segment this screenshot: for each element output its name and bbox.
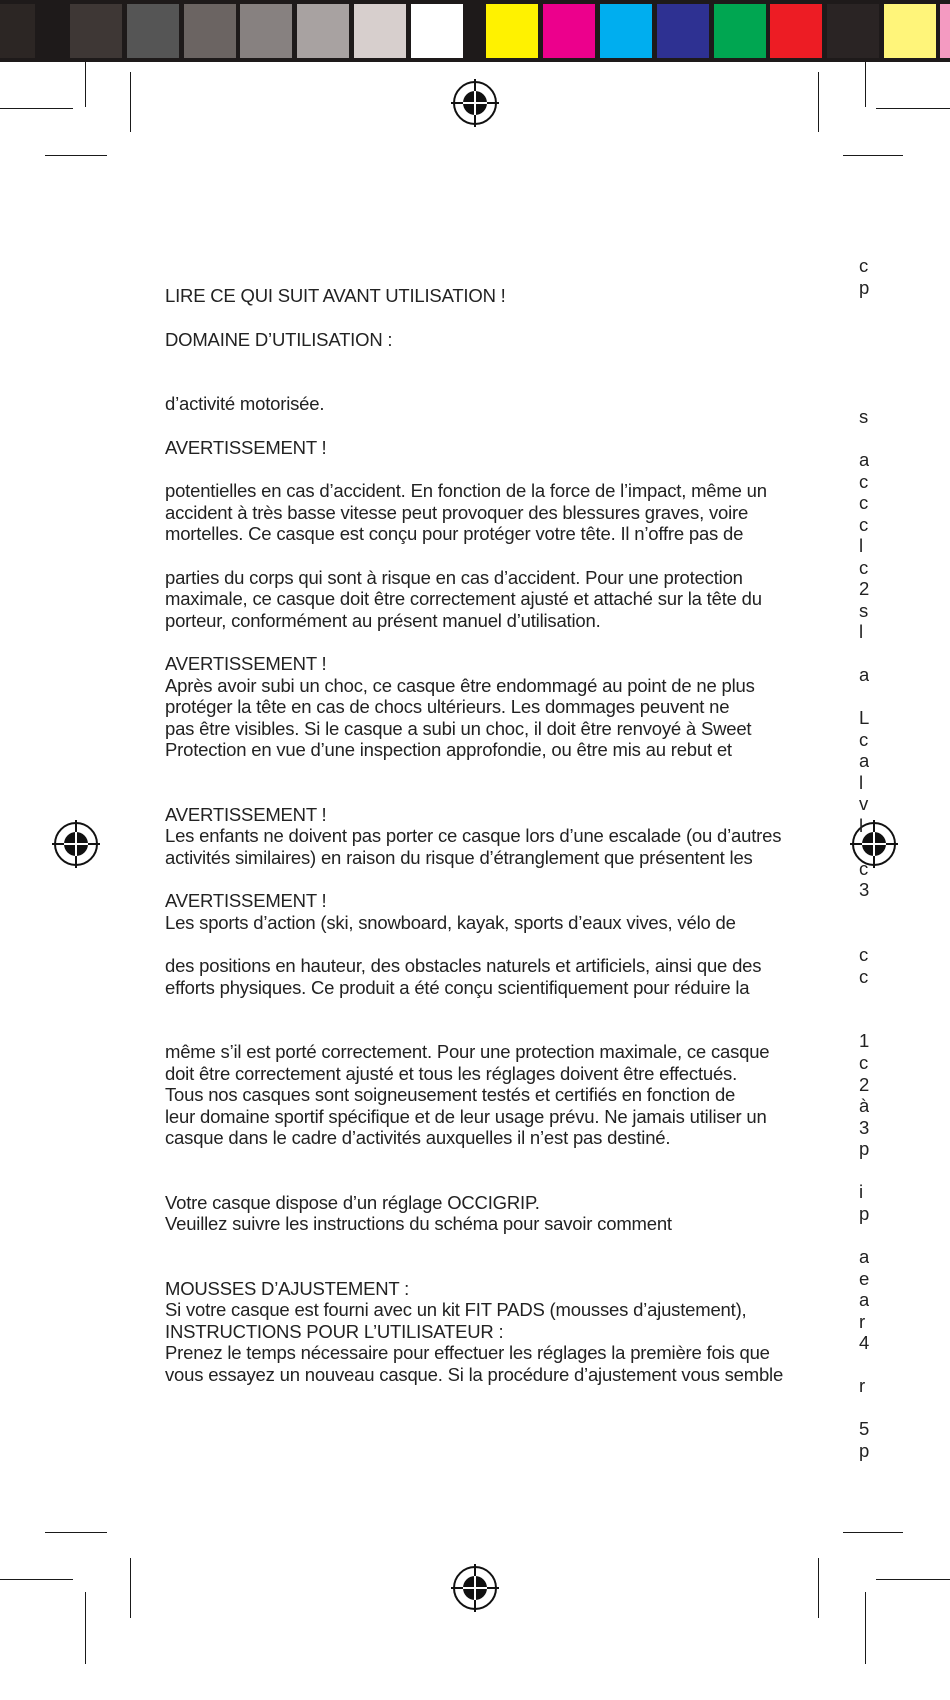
cut-off-text-fragment: 1 xyxy=(859,1030,869,1051)
cut-off-text-fragment: p xyxy=(859,1440,869,1461)
cut-off-text-fragment: a xyxy=(859,1246,869,1267)
text-line: des positions en hauteur, des obstacles naturels et artificiels, ainsi que des xyxy=(165,955,762,976)
text-line: Veuillez suivre les instructions du schéma pour savoir comment xyxy=(165,1213,672,1234)
crop-mark xyxy=(0,1579,73,1580)
cut-off-text-fragment: c xyxy=(859,255,869,276)
paragraph-avert-4 xyxy=(165,890,795,933)
cut-off-text-fragment: l xyxy=(859,815,864,836)
color-swatch xyxy=(543,4,595,58)
text-line: mortelles. Ce casque est conçu pour protéger votre tête. Il n’offre pas de xyxy=(165,523,744,544)
crop-mark xyxy=(130,1558,131,1618)
text-line: Prenez le temps nécessaire pour effectuer les réglages la première fois que xyxy=(165,1342,770,1363)
color-swatch xyxy=(827,4,879,58)
text-line: AVERTISSEMENT ! xyxy=(165,890,327,911)
paragraph-heading-domaine xyxy=(165,329,795,351)
color-swatch xyxy=(657,4,709,58)
cut-off-text-fragment: c xyxy=(859,514,869,535)
text-line: d’activité motorisée. xyxy=(165,393,325,414)
cut-off-text-fragment: s xyxy=(859,600,869,621)
crop-mark xyxy=(130,72,131,132)
crop-mark xyxy=(85,1592,86,1664)
text-line: LIRE CE QUI SUIT AVANT UTILISATION ! xyxy=(165,285,506,306)
text-line: Tous nos casques sont soigneusement testés et certifiés en fonction de xyxy=(165,1084,736,1105)
text-line: Si votre casque est fourni avec un kit FIT PADS (mousses d’ajustement), xyxy=(165,1299,747,1320)
text-line: Après avoir subi un choc, ce casque être endommagé au point de ne plus xyxy=(165,674,755,696)
cut-off-text-fragment: à xyxy=(859,1095,869,1116)
cut-off-text-fragment: L xyxy=(859,707,869,728)
paragraph-activite xyxy=(165,393,795,415)
text-line: même s’il est porté correctement. Pour une protection maximale, ce casque xyxy=(165,1041,770,1062)
text-line: protéger la tête en cas de chocs ultérieurs. Les dommages peuvent ne xyxy=(165,696,730,717)
paragraph-avert-4-body-b xyxy=(165,1041,795,1149)
paragraph-avert-3 xyxy=(165,804,795,869)
registration-mark-icon xyxy=(451,1564,499,1612)
cut-off-text-fragment: a xyxy=(859,1289,869,1310)
registration-mark-icon xyxy=(850,820,898,868)
cut-off-text-fragment: a xyxy=(859,664,869,685)
text-line: Protection en vue d’une inspection approfondie, ou être mis au rebut et xyxy=(165,739,732,760)
cut-off-text-fragment: c xyxy=(859,966,869,987)
text-line: Les enfants ne doivent pas porter ce casque lors d’une escalade (ou d’autres xyxy=(165,825,782,846)
color-swatch xyxy=(600,4,652,58)
crop-mark xyxy=(45,1532,107,1533)
color-swatch xyxy=(884,4,936,58)
cut-off-text-fragment: a xyxy=(859,449,869,470)
cut-off-text-fragment: l xyxy=(859,772,864,793)
text-line: pas être visibles. Si le casque a subi un choc, il doit être renvoyé à Sweet xyxy=(165,717,752,739)
crop-mark xyxy=(0,108,73,109)
cut-off-text-fragment: l xyxy=(859,621,864,642)
color-swatch xyxy=(70,4,122,58)
cut-off-text-fragment: c xyxy=(859,858,869,879)
paragraph-avert-1-title xyxy=(165,437,795,459)
text-line: AVERTISSEMENT ! xyxy=(165,803,327,825)
paragraph-instructions xyxy=(165,1321,795,1386)
color-swatch xyxy=(411,4,463,58)
cut-off-text-fragment: i xyxy=(859,1181,864,1202)
crop-mark xyxy=(876,108,950,109)
color-swatch xyxy=(770,4,822,58)
color-swatch xyxy=(940,4,950,58)
cut-off-text-fragment: c xyxy=(859,944,869,965)
crop-mark xyxy=(45,155,107,156)
color-swatch xyxy=(127,4,179,58)
cut-off-text-fragment: 2 xyxy=(859,578,869,599)
text-line: parties du corps qui sont à risque en cas d’accident. Pour une protection xyxy=(165,566,743,588)
cut-off-text-fragment: 3 xyxy=(859,879,869,900)
cut-off-text-fragment: p xyxy=(859,1138,869,1159)
crop-mark xyxy=(85,62,86,107)
cut-off-text-fragment: 2 xyxy=(859,1074,869,1095)
text-line: Votre casque dispose d’un réglage OCCIGRIP. xyxy=(165,1191,540,1213)
registration-mark-icon xyxy=(451,79,499,127)
text-line: efforts physiques. Ce produit a été conçu scientifiquement pour réduire la xyxy=(165,976,750,998)
text-line: doit être correctement ajusté et tous les réglages doivent être effectués. xyxy=(165,1062,738,1084)
text-line: INSTRUCTIONS POUR L’UTILISATEUR : xyxy=(165,1320,504,1342)
cut-off-text-fragment: c xyxy=(859,471,869,492)
paragraph-avert-2 xyxy=(165,653,795,761)
cut-off-text-fragment: c xyxy=(859,492,869,513)
paragraph-avert-1-body-a xyxy=(165,480,795,545)
cut-off-text-fragment: c xyxy=(859,729,869,750)
main-text-column xyxy=(165,285,795,1385)
crop-mark xyxy=(843,155,903,156)
crop-mark xyxy=(865,1592,866,1664)
cut-off-text-fragment: 5 xyxy=(859,1418,869,1439)
text-line: AVERTISSEMENT ! xyxy=(165,436,327,458)
cut-off-text-fragment: v xyxy=(859,793,869,814)
color-swatch xyxy=(297,4,349,58)
crop-mark xyxy=(865,62,866,107)
cut-off-text-fragment: e xyxy=(859,1268,869,1289)
text-line: potentielles en cas d’accident. En fonction de la force de l’impact, même un xyxy=(165,480,767,501)
cut-off-text-fragment: 4 xyxy=(859,1332,869,1353)
cut-off-text-fragment: c xyxy=(859,557,869,578)
paragraph-occigrip xyxy=(165,1192,795,1235)
crop-mark xyxy=(818,1558,819,1618)
color-swatch xyxy=(0,4,35,58)
text-line: vous essayez un nouveau casque. Si la procédure d’ajustement vous semble xyxy=(165,1363,784,1385)
text-line: DOMAINE D’UTILISATION : xyxy=(165,328,393,350)
paragraph-mousses xyxy=(165,1278,795,1321)
paragraph-avert-4-body-a xyxy=(165,955,795,998)
cut-off-text-fragment: r xyxy=(859,1375,866,1396)
cut-off-text-fragment: 3 xyxy=(859,1117,869,1138)
color-swatch xyxy=(240,4,292,58)
text-line: accident à très basse vitesse peut provoquer des blessures graves, voire xyxy=(165,501,749,523)
cut-off-text-fragment: r xyxy=(859,1311,866,1332)
text-line: AVERTISSEMENT ! xyxy=(165,653,327,674)
text-line: leur domaine sportif spécifique et de leur usage prévu. Ne jamais utiliser un xyxy=(165,1105,767,1127)
paragraph-heading-lire xyxy=(165,285,795,307)
color-swatch xyxy=(184,4,236,58)
color-swatch xyxy=(714,4,766,58)
text-line: casque dans le cadre d’activités auxquelles il n’est pas destiné. xyxy=(165,1127,671,1148)
registration-mark-icon xyxy=(52,820,100,868)
cut-off-text-fragment: a xyxy=(859,750,869,771)
color-swatch xyxy=(354,4,406,58)
text-line: MOUSSES D’AJUSTEMENT : xyxy=(165,1277,410,1299)
cut-off-text-fragment: s xyxy=(859,406,869,427)
text-line: porteur, conformément au présent manuel d’utilisation. xyxy=(165,609,601,631)
color-calibration-bar xyxy=(0,0,950,62)
text-line: activités similaires) en raison du risque d’étranglement que présentent les xyxy=(165,846,753,868)
cut-off-text-fragment: c xyxy=(859,1052,869,1073)
cut-off-text-fragment: l xyxy=(859,535,864,556)
cut-off-text-fragment: p xyxy=(859,1203,869,1224)
text-line: maximale, ce casque doit être correctement ajusté et attaché sur la tête du xyxy=(165,588,762,609)
color-swatch xyxy=(486,4,538,58)
crop-mark xyxy=(818,72,819,132)
cut-off-text-fragment: p xyxy=(859,277,869,298)
crop-mark xyxy=(876,1579,950,1580)
crop-mark xyxy=(843,1532,903,1533)
text-line: Les sports d’action (ski, snowboard, kayak, sports d’eaux vives, vélo de xyxy=(165,911,736,933)
paragraph-avert-1-body-b xyxy=(165,567,795,632)
